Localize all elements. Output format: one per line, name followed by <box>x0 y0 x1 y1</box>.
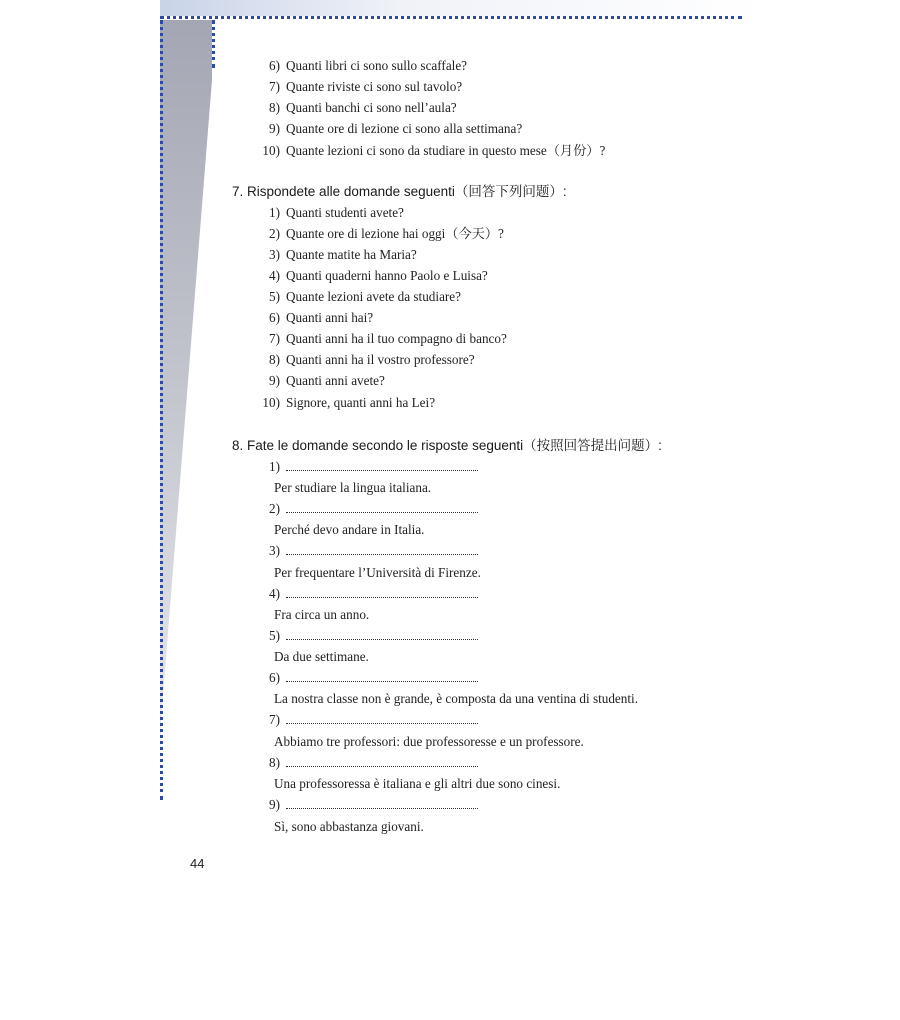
item-text: Quanti quaderni hanno Paolo e Luisa? <box>286 268 488 283</box>
item-number: 3) <box>269 543 280 558</box>
item-text: Quanti anni hai? <box>286 310 374 325</box>
exercise6-item <box>252 100 457 116</box>
exercise7-item <box>252 289 461 305</box>
item-text: Quante riviste ci sono sul tavolo? <box>286 79 463 94</box>
item-number: 3) <box>269 247 280 262</box>
exercise8-blank-line <box>252 755 478 771</box>
item-number: 9) <box>269 797 280 812</box>
exercise8-heading: 8. Fate le domande secondo le risposte seguenti（按照回答提出问题）: <box>232 438 662 453</box>
item-text: Quanti studenti avete? <box>286 205 404 220</box>
exercise8-blank-line <box>252 670 478 686</box>
item-text: Quante lezioni avete da studiare? <box>286 289 462 304</box>
exercise8-blank-line <box>252 797 478 813</box>
exercise8-answer: Sì, sono abbastanza giovani. <box>274 819 424 834</box>
item-text: Quanti anni ha il vostro professore? <box>286 352 475 367</box>
exercise7-item <box>252 310 373 326</box>
item-number: 10) <box>262 395 280 410</box>
item-number: 6) <box>269 670 280 685</box>
fill-in-blank <box>286 629 478 640</box>
fill-in-blank <box>286 587 478 598</box>
exercise6-item <box>252 121 522 137</box>
exercise6-item <box>252 58 467 74</box>
item-number: 8) <box>269 100 280 115</box>
item-number: 7) <box>269 331 280 346</box>
item-number: 7) <box>269 712 280 727</box>
fill-in-blank <box>286 502 478 513</box>
exercise7-item <box>252 226 504 242</box>
exercise6-item <box>252 143 605 159</box>
exercise8-blank-line <box>252 501 478 517</box>
exercise8-blank-line <box>252 459 478 475</box>
exercise6-item <box>252 79 462 95</box>
fill-in-blank <box>286 460 478 471</box>
item-number: 7) <box>269 79 280 94</box>
item-text: Quanti libri ci sono sullo scaffale? <box>286 58 468 73</box>
item-number: 5) <box>269 628 280 643</box>
item-number: 1) <box>269 205 280 220</box>
item-number: 6) <box>269 310 280 325</box>
page-number: 44 <box>190 856 205 871</box>
fill-in-blank <box>286 798 478 809</box>
exercise7-item <box>252 205 404 221</box>
item-text: Quante matite ha Maria? <box>286 247 417 262</box>
exercise8-blank-line <box>252 628 478 644</box>
fill-in-blank <box>286 544 478 555</box>
exercise7-item <box>252 352 475 368</box>
item-text: Signore, quanti anni ha Lei? <box>286 395 436 410</box>
fill-in-blank <box>286 671 478 682</box>
item-number: 10) <box>262 143 280 158</box>
exercise8-answer: Perché devo andare in Italia. <box>274 522 425 537</box>
item-text: Quanti anni ha il tuo compagno di banco? <box>286 331 507 346</box>
exercise8-blank-line <box>252 712 478 728</box>
fill-in-blank <box>286 756 478 767</box>
item-text: Quante ore di lezione hai oggi（今天）? <box>286 226 504 241</box>
exercise7-item <box>252 268 488 284</box>
item-number: 6) <box>269 58 280 73</box>
item-number: 9) <box>269 121 280 136</box>
fill-in-blank <box>286 713 478 724</box>
item-text: Quante ore di lezione ci sono alla settimana? <box>286 121 523 136</box>
exercise8-answer: Per frequentare l’Università di Firenze. <box>274 565 481 580</box>
item-text: Quante lezioni ci sono da studiare in questo mese（月份）? <box>286 143 606 158</box>
exercise8-answer: Abbiamo tre professori: due professoresse e un professore. <box>274 734 584 749</box>
item-text: Quanti anni avete? <box>286 373 385 388</box>
item-number: 2) <box>269 226 280 241</box>
item-number: 2) <box>269 501 280 516</box>
exercise7-item <box>252 373 385 389</box>
exercise8-answer: La nostra classe non è grande, è composta da una ventina di studenti. <box>274 691 639 706</box>
exercise7-heading: 7. Rispondete alle domande seguenti（回答下列问题）: <box>232 184 567 199</box>
exercise8-answer: Fra circa un anno. <box>274 607 370 622</box>
item-number: 1) <box>269 459 280 474</box>
item-number: 9) <box>269 373 280 388</box>
exercise7-item <box>252 331 507 347</box>
exercise8-answer: Da due settimane. <box>274 649 369 664</box>
exercise8-blank-line <box>252 586 478 602</box>
item-number: 8) <box>269 352 280 367</box>
item-number: 5) <box>269 289 280 304</box>
exercise8-blank-line <box>252 543 478 559</box>
exercise7-item <box>252 247 417 263</box>
item-number: 4) <box>269 268 280 283</box>
item-number: 4) <box>269 586 280 601</box>
exercise8-answer: Per studiare la lingua italiana. <box>274 480 432 495</box>
item-text: Quanti banchi ci sono nell’aula? <box>286 100 457 115</box>
item-number: 8) <box>269 755 280 770</box>
exercise7-item <box>252 395 435 411</box>
exercise8-answer: Una professoressa è italiana e gli altri due sono cinesi. <box>274 776 561 791</box>
